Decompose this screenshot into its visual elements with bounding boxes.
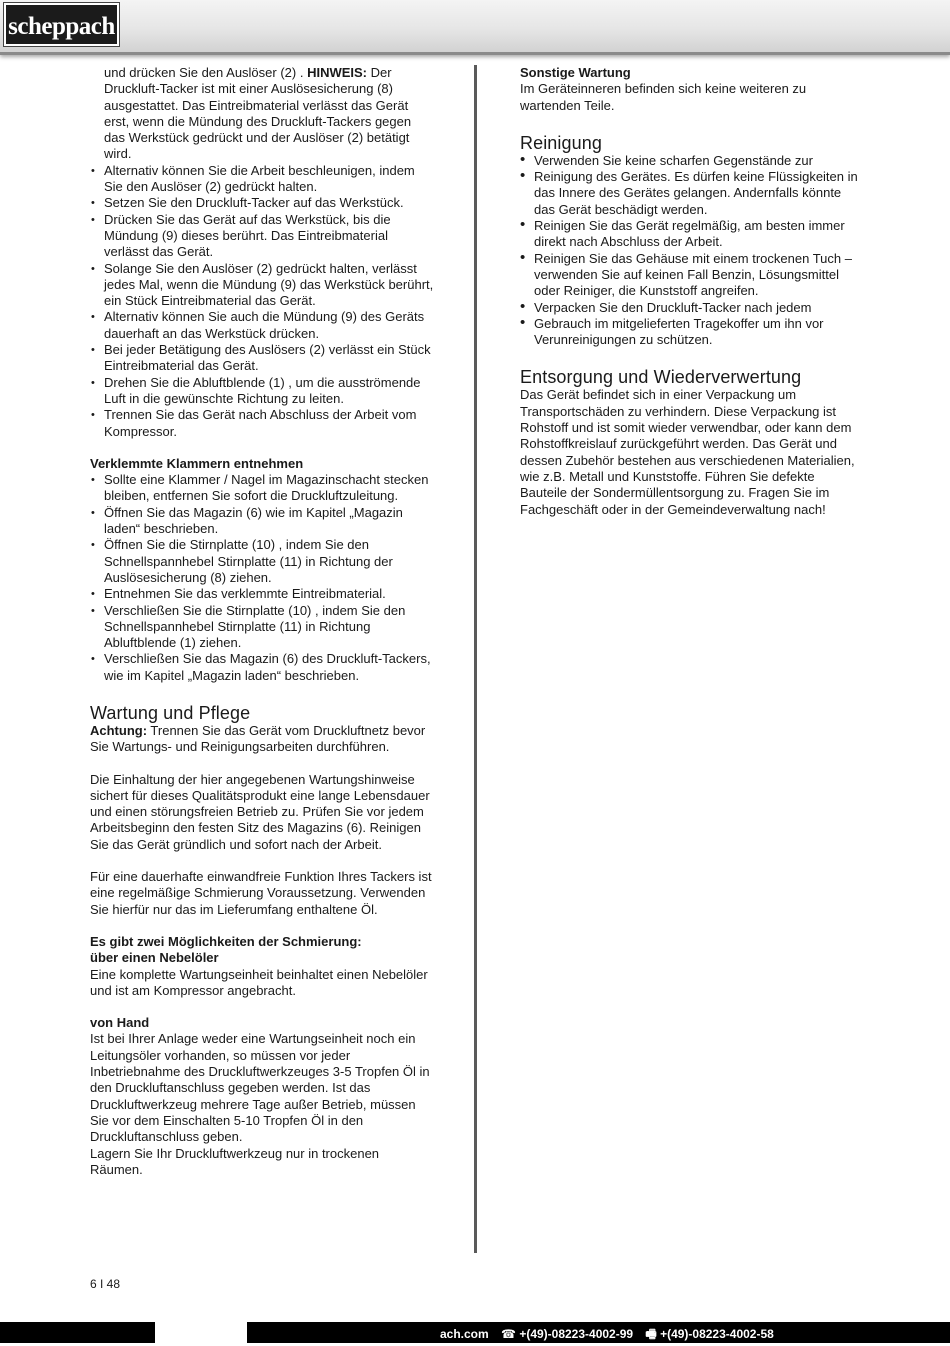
- list-item: • Reinigen Sie das Gehäuse mit einem trockenen Tuch – verwenden Sie auf keinen Fall Benzin, Lösungsmittel oder Reiniger, die Kunststoff angreifen.: [520, 251, 865, 300]
- column-divider: [474, 65, 477, 1253]
- jam-heading: Verklemmte Klammern entnehmen: [90, 455, 304, 471]
- footer-white-block: [155, 1322, 247, 1343]
- list-item: • Reinigung des Gerätes. Es dürfen keine Flüssigkeiten in das Innere des Gerätes gelangen. Andernfalls könnte das Gerät beschädigt werden.: [520, 169, 865, 218]
- list-item: • Gebrauch im mitgelieferten Tragekoffer um ihn vor Verunreinigungen zu schützen.: [520, 316, 865, 349]
- footer-bar: [0, 1322, 950, 1343]
- disposal-paragraph: Das Gerät befindet sich in einer Verpackung um Transportschäden zu verhindern. Diese Verpackung ist Rohstoff und ist somit wieder verwendbar, oder kann dem Rohstoffkreislauf zurückgeführt werden. Das Gerät und dessen Zubehör bestehen aus verschiedenen Materialien, wie z.B. Metall und Kunststoffe. Führen Sie defekte Bauteile der Sondermüllentsorgung zu. Fragen Sie im Fachgeschäft oder in der Gemeindeverwaltung nach!: [520, 387, 855, 517]
- footer-phone: ☎ +(49)-08223-4002-99: [501, 1327, 634, 1341]
- by-hand-paragraph: Ist bei Ihrer Anlage weder eine Wartungseinheit noch ein Leitungsöler vorhanden, so müssen vor jeder Inbetriebnahme des Druckluftwerkzeuges 3-5 Tropfen Öl in den Druckluftanschluss gegeben werden. Ist das Druckluftwerkzeug mehrere Tage außer Betrieb, müssen Sie vor dem Einschalten 5-10 Tropfen Öl in den Druckluftanschluss geben.: [90, 1031, 430, 1145]
- list-item: • Entnehmen Sie das verklemmte Eintreibmaterial.: [90, 586, 435, 602]
- operation-steps-list: [90, 163, 435, 440]
- right-column: [520, 65, 865, 518]
- list-item: • Öffnen Sie die Stirnplatte (10) , indem Sie den Schnellspannhebel Stirnplatte (11) in Richtung der Auslösesicherung (8) ziehen.: [90, 537, 435, 586]
- other-maintenance-paragraph: Im Geräteinneren befinden sich keine weiteren zu wartenden Teile.: [520, 81, 807, 113]
- jam-steps-list: [90, 472, 435, 684]
- cleaning-list: [520, 153, 865, 349]
- list-item: • Reinigen Sie das Gerät regelmäßig, am besten immer direkt nach Abschluss der Arbeit.: [520, 218, 865, 251]
- list-item: • Alternativ können Sie auch die Mündung (9) des Geräts dauerhaft an das Werkstück drücken.: [90, 309, 435, 342]
- list-item: • Drücken Sie das Gerät auf das Werkstück, bis die Mündung (9) dieses berührt. Das Eintreibmaterial verlässt das Gerät.: [90, 212, 435, 261]
- list-item: • Verpacken Sie den Druckluft-Tacker nach jedem: [520, 300, 865, 316]
- by-hand-heading: von Hand: [90, 1015, 150, 1031]
- storage-paragraph: Lagern Sie Ihr Druckluftwerkzeug nur in trockenen Räumen.: [90, 1145, 380, 1177]
- attention-paragraph: Achtung: Trennen Sie das Gerät vom Druckluftnetz bevor Sie Wartungs- und Reinigungsarbeiten durchführen.: [90, 722, 426, 755]
- list-item: • Verschließen Sie das Magazin (6) des Druckluft-Tackers, wie im Kapitel „Magazin laden“ beschrieben.: [90, 651, 435, 684]
- maintenance-heading: Wartung und Pflege: [90, 702, 251, 723]
- lubrication-heading: Es gibt zwei Möglichkeiten der Schmierung:: [90, 933, 362, 949]
- left-column: [90, 65, 435, 1178]
- disposal-heading: Entsorgung und Wiederverwertung: [520, 367, 802, 388]
- list-item: • Bei jeder Betätigung des Auslösers (2) verlässt ein Stück Eintreibmaterial das Gerät.: [90, 342, 435, 375]
- oiler-heading: über einen Nebelöler: [90, 950, 219, 966]
- footer-website: ach.com: [440, 1327, 489, 1341]
- maintenance-paragraph: Die Einhaltung der hier angegebenen Wartungshinweise sichert für dieses Qualitätsprodukt eine lange Lebensdauer und einen störungsfreien Betrieb zu. Prüfen Sie vor jedem Arbeitsbeginn den festen Sitz des Magazins (6). Reinigen Sie das Gerät gründlich und sofort nach der Arbeit.: [90, 771, 430, 852]
- list-item: • Trennen Sie das Gerät nach Abschluss der Arbeit vom Kompressor.: [90, 407, 435, 440]
- list-item: • Setzen Sie den Druckluft-Tacker auf das Werkstück.: [90, 195, 435, 211]
- cleaning-heading: Reinigung: [520, 132, 602, 153]
- lubrication-paragraph: Für eine dauerhafte einwandfreie Funktion Ihres Tackers ist eine regelmäßige Schmierung Voraussetzung. Verwenden Sie hierfür nur das im Lieferumfang enthaltene Öl.: [90, 869, 432, 917]
- footer-contact: [440, 1325, 783, 1346]
- footer-fax: 🖷 +(49)-08223-4002-58: [645, 1327, 774, 1341]
- page-header: [0, 0, 950, 55]
- list-item: • Öffnen Sie das Magazin (6) wie im Kapitel „Magazin laden“ beschrieben.: [90, 505, 435, 538]
- page-number: 6 I 48: [90, 1277, 121, 1291]
- list-item: • Drehen Sie die Abluftblende (1) , um die ausströmende Luft in die gewünschte Richtung zu leiten.: [90, 375, 435, 408]
- hinweis-label: HINWEIS:: [307, 65, 368, 80]
- oiler-paragraph: Eine komplette Wartungseinheit beinhaltet einen Nebelöler und ist am Kompressor angebracht.: [90, 966, 428, 998]
- list-item: • Verwenden Sie keine scharfen Gegenstände zur: [520, 153, 865, 169]
- list-item: • Solange Sie den Auslöser (2) gedrückt halten, verlässt jedes Mal, wenn die Mündung (9) das Werkstück berührt, ein Stück Eintreibmaterial das Gerät.: [90, 261, 435, 310]
- intro-paragraph: und drücken Sie den Auslöser (2) . HINWEIS: Der Druckluft-Tacker ist mit einer Auslösesicherung (8) ausgestattet. Das Eintreibmaterial verlässt das Gerät erst, wenn die Mündung des Druckluft-Tackers gegen das Werkstück gedrückt und der Auslöser (2) betätigt wird.: [104, 65, 412, 162]
- list-item: • Alternativ können Sie die Arbeit beschleunigen, indem Sie den Auslöser (2) gedrückt halten.: [90, 163, 435, 196]
- other-maintenance-heading: Sonstige Wartung: [520, 65, 631, 80]
- list-item: • Verschließen Sie die Stirnplatte (10) , indem Sie den Schnellspannhebel Stirnplatte (11) in Richtung Abluftblende (1) ziehen.: [90, 603, 435, 652]
- list-item: • Sollte eine Klammer / Nagel im Magazinschacht stecken bleiben, entfernen Sie sofort die Druckluftzuleitung.: [90, 472, 435, 505]
- scheppach-logo: scheppach: [4, 3, 119, 46]
